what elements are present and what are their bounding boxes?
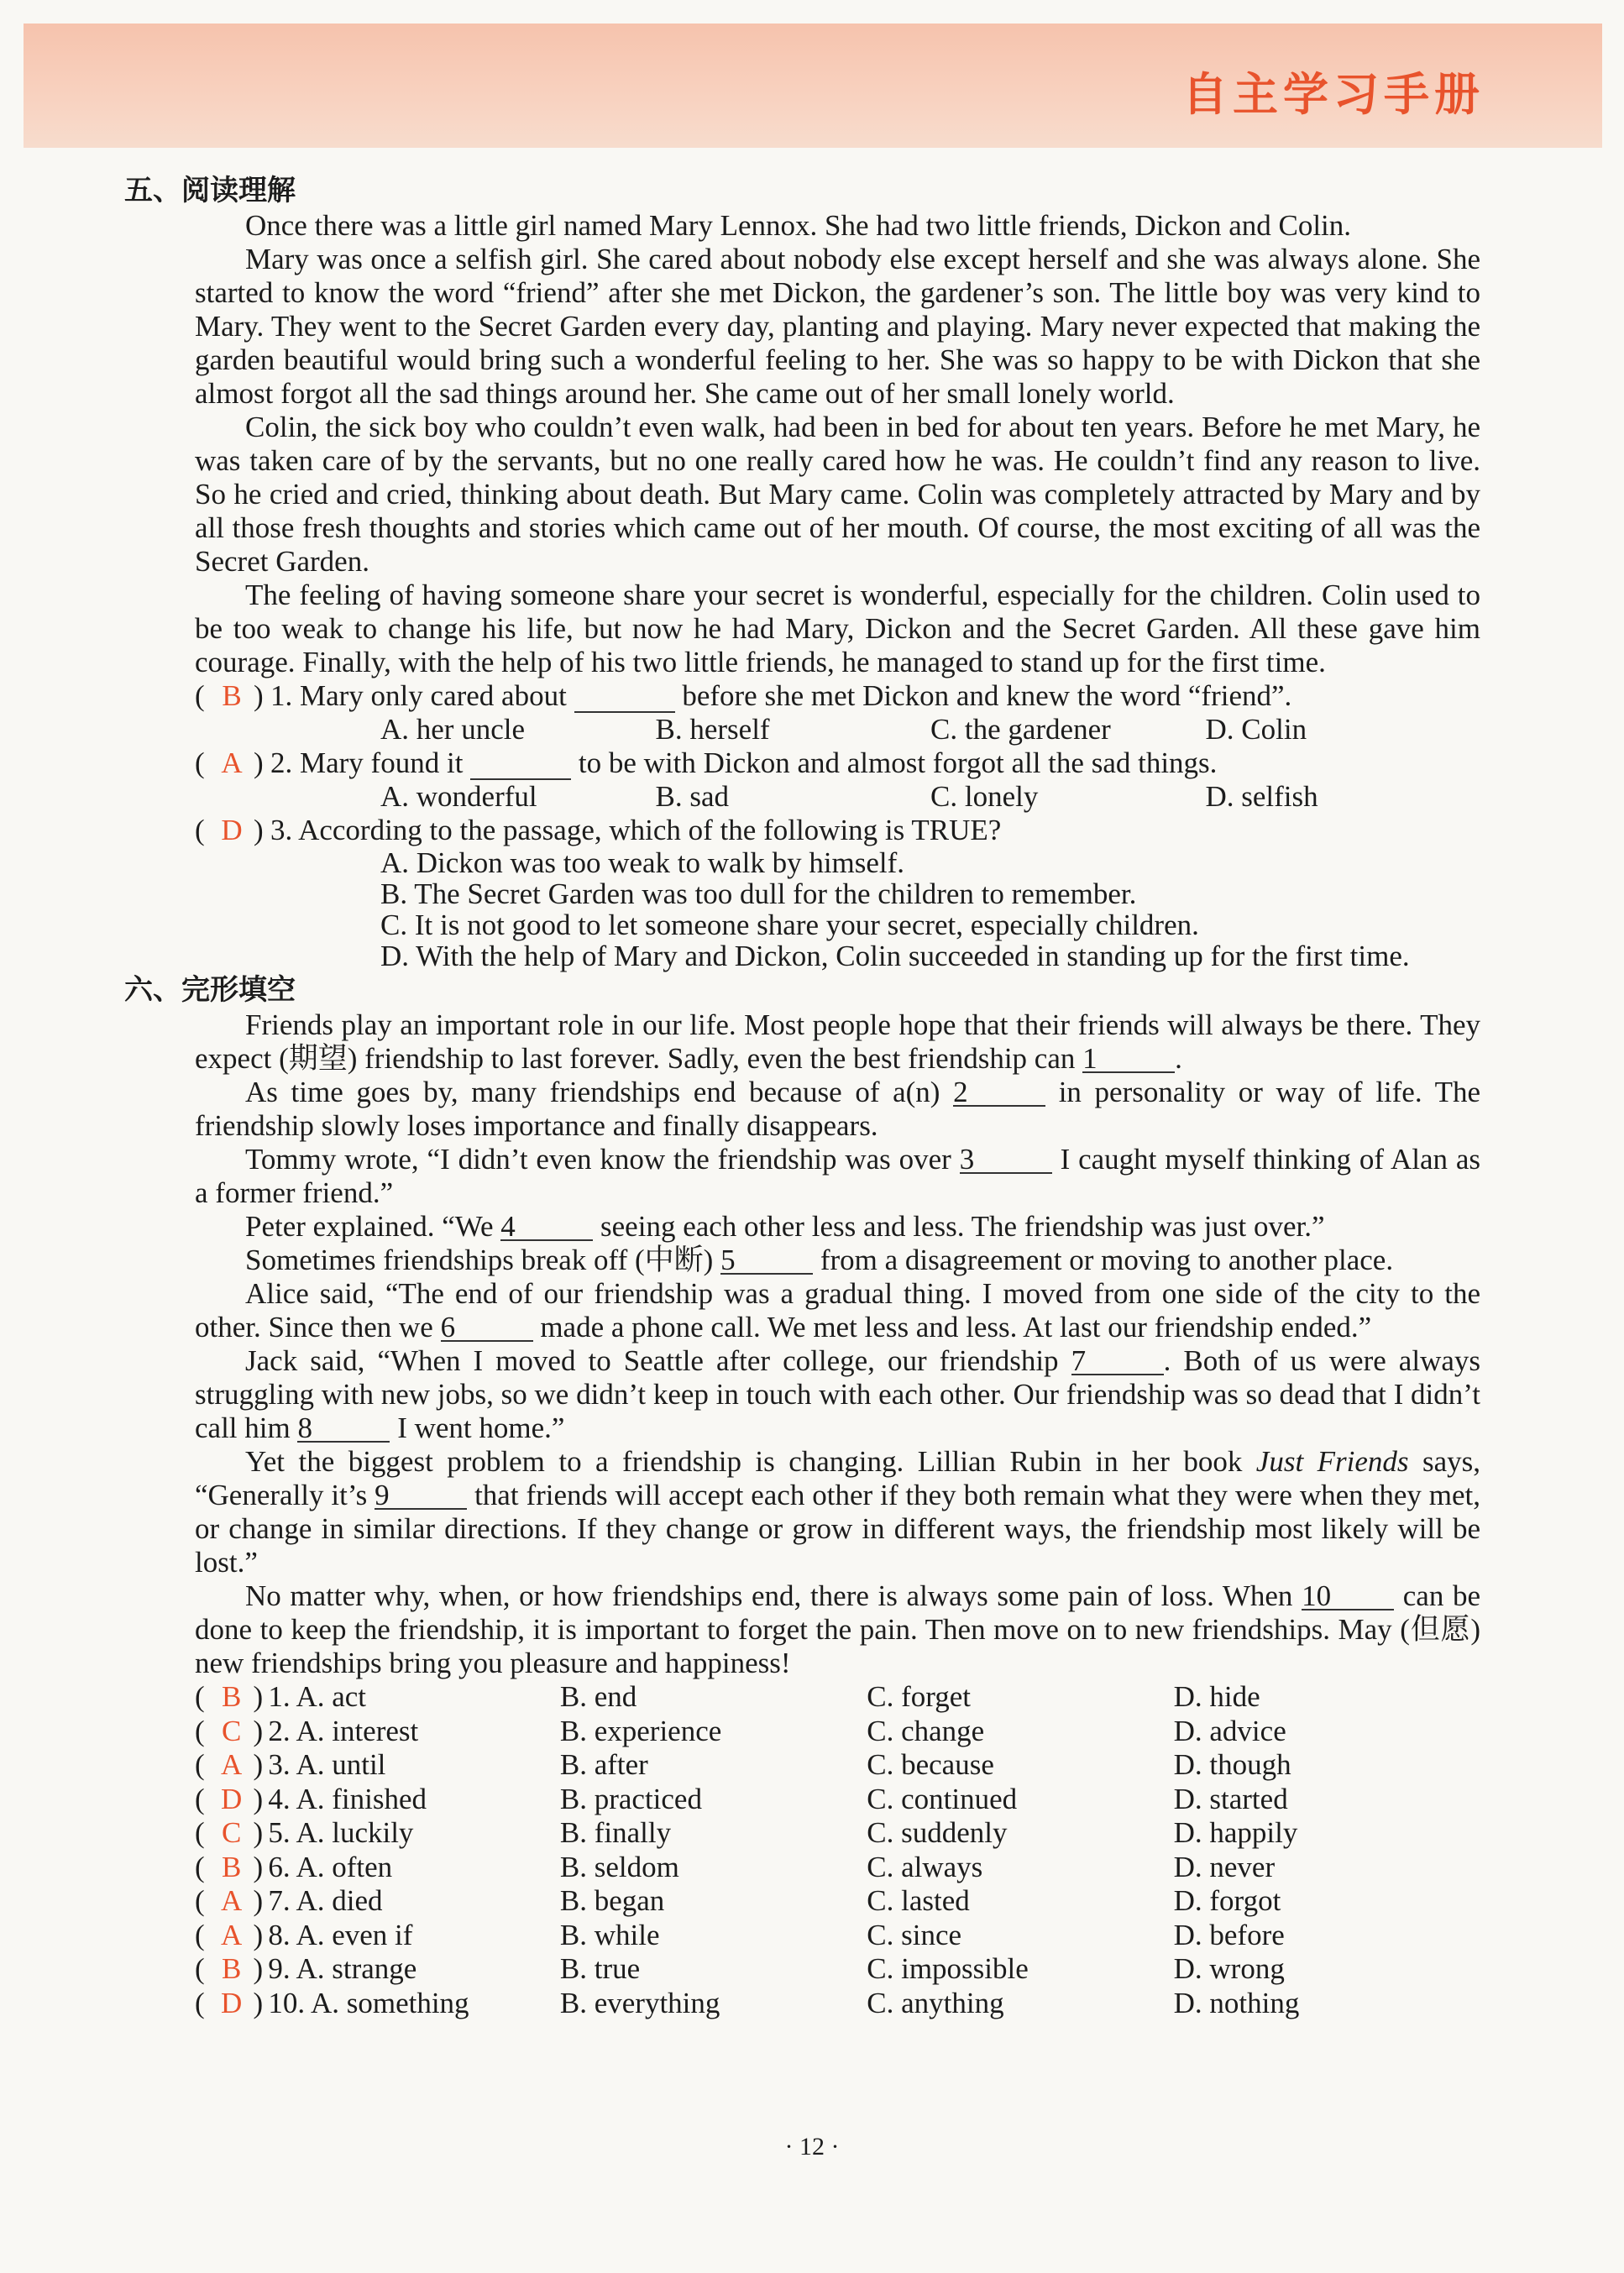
cloze-answer-row xyxy=(195,1816,1480,1851)
cloze-blank: 5 xyxy=(720,1248,813,1275)
cloze-blank: 4 xyxy=(500,1214,593,1241)
option-text: D. before xyxy=(1173,1918,1285,1951)
reading-question-2: ( A ) 2. Mary found it to be with Dickon and almost forgot all the sad things. xyxy=(195,746,1218,779)
bracket: ( xyxy=(195,1850,205,1883)
option-text: B. experience xyxy=(559,1714,722,1747)
option-text: D. started xyxy=(1173,1782,1288,1815)
header-banner xyxy=(24,24,1602,148)
cloze-answer-row xyxy=(195,1884,1480,1919)
answer-mark: A xyxy=(221,746,243,779)
option-text: 6. A. often xyxy=(268,1850,393,1883)
answer-mark: A xyxy=(221,1884,243,1917)
option-text: 2. A. interest xyxy=(268,1714,419,1747)
bracket: ) xyxy=(253,1680,264,1713)
answer-mark: B xyxy=(222,1850,242,1883)
option-text: 10. A. something xyxy=(268,1986,469,2019)
option-line: D. With the help of Mary and Dickon, Colin succeeded in standing up for the first time. xyxy=(380,940,1410,972)
option-text: D. nothing xyxy=(1173,1986,1300,2019)
page-content xyxy=(124,172,1480,2020)
cloze-blank: 8 xyxy=(297,1416,390,1443)
bracket: ) xyxy=(253,1748,264,1781)
answer-mark: D xyxy=(221,1782,243,1815)
cloze-answer-row xyxy=(195,1987,1480,2021)
answer-mark: C xyxy=(222,1816,242,1849)
option-text: C. change xyxy=(867,1714,985,1747)
option-text: D. happily xyxy=(1173,1816,1298,1849)
option-text: B. began xyxy=(559,1884,665,1917)
bracket: ) xyxy=(253,1850,264,1883)
bracket: ( xyxy=(195,1816,205,1849)
option-text: D. wrong xyxy=(1173,1952,1285,1985)
option-text: 5. A. luckily xyxy=(268,1816,414,1849)
option-line: A. Dickon was too weak to walk by himself. xyxy=(380,846,905,879)
cloze-blank: 6 xyxy=(441,1315,533,1342)
option-text: D. never xyxy=(1173,1850,1276,1883)
bracket: ) xyxy=(253,1986,264,2019)
cloze-paragraph: As time goes by, many friendships end because of a(n) 2 in personality or way of life. The friendship slowly loses importance and finally disappears. xyxy=(195,1076,1480,1142)
cloze-paragraph: Yet the biggest problem to a friendship is changing. Lillian Rubin in her book Just Friends says, “Generally it’s 9 that friends will accept each other if they both remain what they were when they met, or change in similar directions. If they change or grow in different ways, the friendship most likely will be lost.” xyxy=(195,1445,1481,1579)
answer-mark: B xyxy=(222,1952,242,1985)
options-row: A. wonderful B. sad C. lonely D. selfish xyxy=(380,780,1318,813)
cloze-blank: 2 xyxy=(953,1080,1045,1107)
reading-heading: 五、阅读理解 xyxy=(124,174,296,207)
cloze-blank: 9 xyxy=(375,1483,467,1510)
bracket: ( xyxy=(195,1986,205,2019)
option-text: B. true xyxy=(559,1952,641,1985)
option-line: B. The Secret Garden was too dull for the children to remember. xyxy=(380,877,1137,910)
cloze-paragraph: Sometimes friendships break off (中断) 5 from a disagreement or moving to another place. xyxy=(245,1244,1394,1276)
bracket: ( xyxy=(195,1714,205,1747)
bracket: ) xyxy=(253,1952,264,1985)
option-text: C. always xyxy=(867,1850,983,1883)
option-text: 1. A. act xyxy=(268,1680,367,1713)
bracket: ( xyxy=(195,1748,205,1781)
answer-mark: B xyxy=(222,679,242,712)
bracket: ( xyxy=(195,1782,205,1815)
reading-paragraph: Colin, the sick boy who couldn’t even walk, had been in bed for about ten years. Before he met Mary, he was taken care of by the servants, but no one really cared how he was. He couldn’t find any reason to live. So he cried and cried, thinking about death. But Mary came. Colin was completely attracted by Mary and by all those fresh thoughts and stories which came out of her mouth. Of course, the most exciting of all was the Secret Garden. xyxy=(195,411,1480,578)
reading-question-1: ( B ) 1. Mary only cared about before she met Dickon and knew the word “friend”. xyxy=(195,679,1292,712)
option-text: B. seldom xyxy=(559,1850,679,1883)
reading-paragraph: The feeling of having someone share your secret is wonderful, especially for the children. Colin used to be too weak to change his life, but now he had Mary, Dickon and the Secret Garden. All these gave him courage. Finally, with the help of his two little friends, he managed to stand up for the first time. xyxy=(195,579,1480,678)
cloze-answer-row xyxy=(195,1952,1480,1987)
option-line: C. It is not good to let someone share your secret, especially children. xyxy=(380,909,1199,941)
option-text: B. after xyxy=(559,1748,648,1781)
bracket: ( xyxy=(195,1884,205,1917)
reading-paragraph: Mary was once a selfish girl. She cared about nobody else except herself and she was always alone. She started to know the word “friend” after she met Dickon, the gardener’s son. The little boy was very kind to Mary. They went to the Secret Garden every day, planting and playing. Mary never expected that making the garden beautiful would bring such a wonderful feeling to her. She was so happy to be with Dickon that she almost forgot all the sad things around her. She came out of her small lonely world. xyxy=(195,243,1480,410)
cloze-answer-row xyxy=(195,1851,1480,1885)
bracket: ( xyxy=(195,1918,205,1951)
bracket: ) xyxy=(253,1918,264,1951)
option-text: C. impossible xyxy=(867,1952,1029,1985)
cloze-answer-row xyxy=(195,1783,1480,1817)
option-text: C. lasted xyxy=(867,1884,970,1917)
book-title: Just Friends xyxy=(1255,1445,1409,1478)
answer-mark: C xyxy=(222,1714,242,1747)
bracket: ) xyxy=(253,1714,264,1747)
option-text: C. since xyxy=(867,1918,962,1951)
cloze-answer-row xyxy=(195,1919,1480,1953)
bracket: ( xyxy=(195,1952,205,1985)
answer-blank xyxy=(470,746,571,780)
cloze-answer-row xyxy=(195,1680,1480,1715)
option-text: C. continued xyxy=(867,1782,1018,1815)
option-text: B. finally xyxy=(559,1816,672,1849)
option-text: B. everything xyxy=(559,1986,720,2019)
option-text: 9. A. strange xyxy=(268,1952,417,1985)
answer-mark: B xyxy=(222,1680,242,1713)
cloze-paragraph: No matter why, when, or how friendships end, there is always some pain of loss. When 10 can be done to keep the friendship, it is important to forget the pain. Then move on to new friendships. May (但愿) new friendships bring you pleasure and happiness! xyxy=(195,1579,1481,1679)
option-text: 7. A. died xyxy=(268,1884,383,1917)
reading-question-3: ( D ) 3. According to the passage, which of the following is TRUE? xyxy=(195,814,1002,846)
bracket: ) xyxy=(253,1816,264,1849)
options-row: A. her uncle B. herself C. the gardener D. Colin xyxy=(380,713,1307,746)
cloze-blank: 7 xyxy=(1071,1349,1164,1375)
option-text: 4. A. finished xyxy=(268,1782,427,1815)
option-text: D. forgot xyxy=(1173,1884,1281,1917)
cloze-blank: 3 xyxy=(960,1147,1052,1174)
option-text: B. while xyxy=(559,1918,660,1951)
cloze-blank: 1 xyxy=(1082,1046,1175,1073)
cloze-paragraph: Tommy wrote, “I didn’t even know the friendship was over 3 I caught myself thinking of Alan as a former friend.” xyxy=(195,1143,1481,1209)
cloze-answer-row xyxy=(195,1715,1480,1749)
bracket: ) xyxy=(253,1884,264,1917)
bracket: ) xyxy=(253,1782,264,1815)
option-text: 3. A. until xyxy=(268,1748,386,1781)
cloze-paragraph: Alice said, “The end of our friendship was a gradual thing. I moved from one side of the city to the other. Since then we 6 made a phone call. We met less and less. At last our friendship ended.” xyxy=(195,1277,1480,1343)
cloze-paragraph: Peter explained. “We 4 seeing each other less and less. The friendship was just over.” xyxy=(245,1210,1325,1243)
option-text: C. suddenly xyxy=(867,1816,1008,1849)
option-text: C. because xyxy=(867,1748,994,1781)
cloze-blank: 10 xyxy=(1302,1584,1394,1610)
cloze-paragraph: Friends play an important role in our life. Most people hope that their friends will always be there. They expect (期望) friendship to last forever. Sadly, even the best friendship can 1 . xyxy=(195,1008,1480,1075)
cloze-heading: 六、完形填空 xyxy=(124,973,296,1007)
answer-mark: D xyxy=(221,1986,243,2019)
reading-paragraph: Once there was a little girl named Mary Lennox. She had two little friends, Dickon and Colin. xyxy=(245,209,1352,242)
option-text: C. forget xyxy=(867,1680,972,1713)
bracket: ( xyxy=(195,1680,205,1713)
option-text: B. end xyxy=(559,1680,637,1713)
cloze-answer-list xyxy=(124,1680,1480,2020)
option-text: C. anything xyxy=(867,1986,1004,2019)
answer-mark: A xyxy=(221,1918,243,1951)
option-text: D. though xyxy=(1173,1748,1291,1781)
answer-mark: D xyxy=(221,814,243,846)
option-text: D. hide xyxy=(1173,1680,1260,1713)
option-text: B. practiced xyxy=(559,1782,702,1815)
header-title: 自主学习手册 xyxy=(1182,68,1485,121)
option-text: 8. A. even if xyxy=(268,1918,413,1951)
cloze-answer-row xyxy=(195,1748,1480,1783)
option-text: D. advice xyxy=(1173,1714,1286,1747)
cloze-paragraph: Jack said, “When I moved to Seattle after college, our friendship 7 . Both of us were always struggling with new jobs, so we didn’t keep in touch with each other. Our friendship was so dead that I didn’t call him 8 I went home.” xyxy=(195,1344,1480,1444)
answer-mark: A xyxy=(221,1748,243,1781)
answer-blank xyxy=(574,679,675,713)
page-number: · 12 · xyxy=(784,2133,840,2160)
